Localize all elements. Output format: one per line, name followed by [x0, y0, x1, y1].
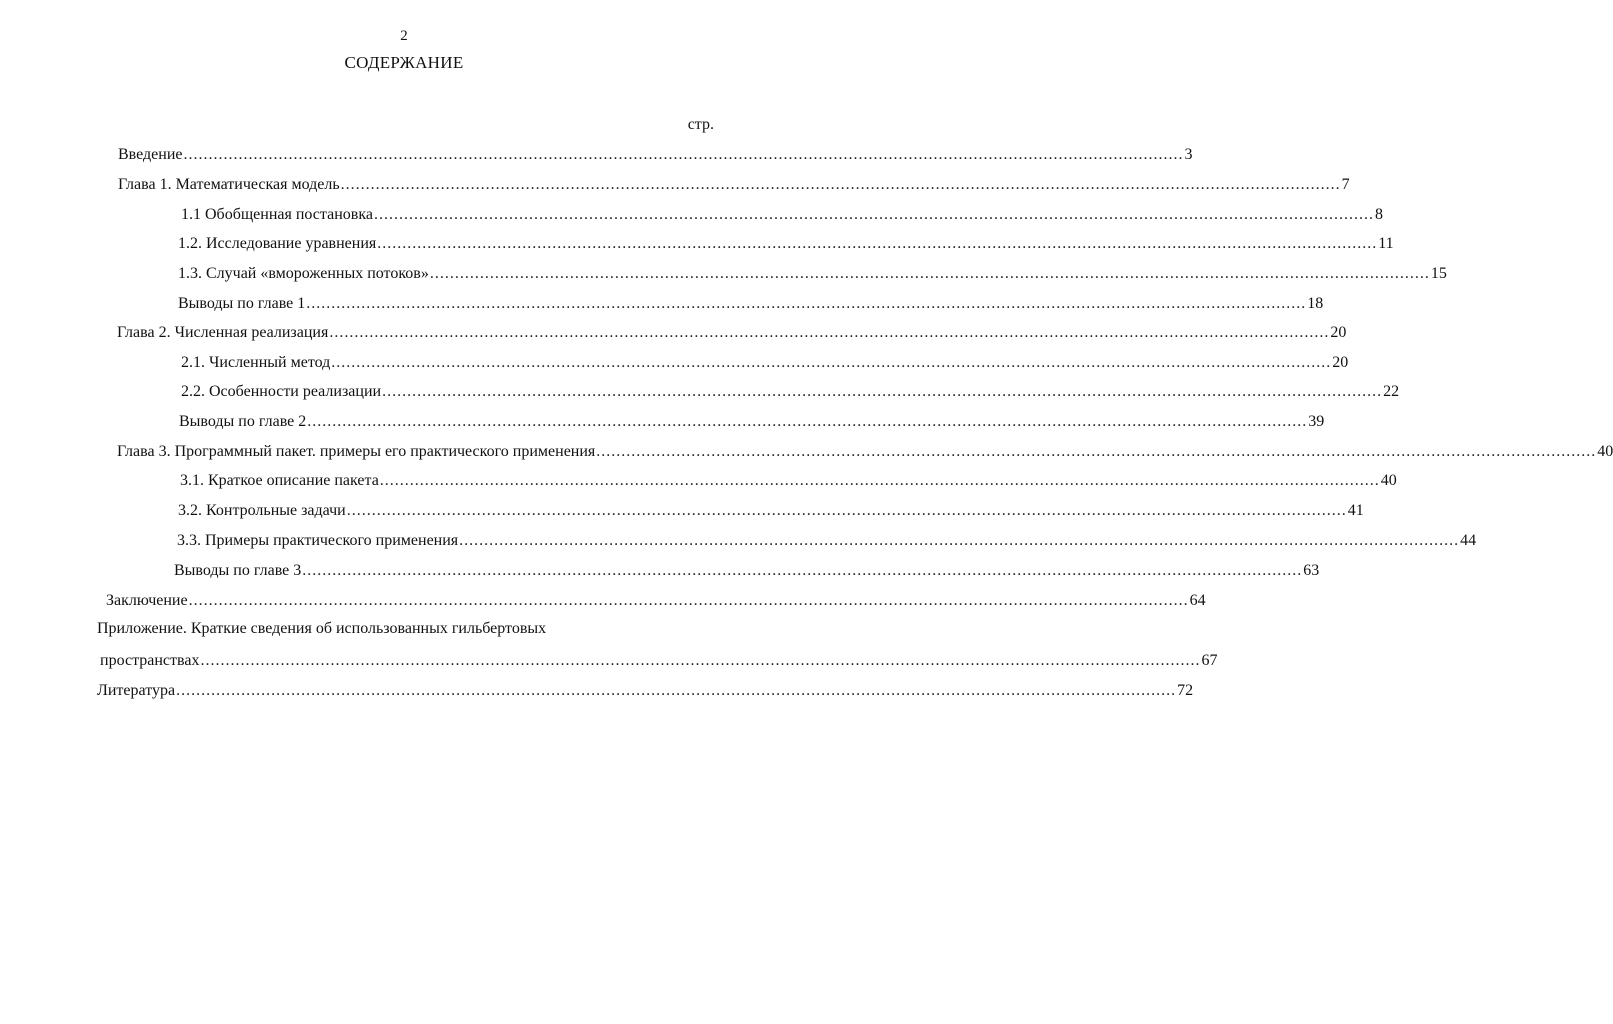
toc-leader-dots: ........................................................................................................................................................................................................ — [183, 146, 1184, 163]
toc-leader-dots: ........................................................................................................................................................................................................ — [306, 295, 1307, 312]
toc-entry-page: 64 — [1189, 592, 1206, 609]
toc-leader-dots: ........................................................................................................................................................................................................ — [377, 235, 1378, 252]
toc-leader-dots: ........................................................................................................................................................................................................ — [459, 532, 1460, 549]
toc-entry-section-1-2[interactable] — [178, 232, 1394, 254]
toc-entry-section-1-1[interactable] — [181, 203, 1383, 225]
toc-entry-page: 39 — [1308, 413, 1325, 430]
toc-entry-page: 41 — [1347, 502, 1364, 519]
toc-entry-page: 3 — [1184, 146, 1193, 163]
toc-entry-page: 40 — [1597, 443, 1613, 460]
toc-entry-appendix-first-line[interactable]: Приложение. Краткие сведения об использованных гильбертовых — [97, 620, 547, 637]
toc-entry-section-2-1[interactable] — [181, 351, 1349, 373]
page-title: СОДЕРЖАНИЕ — [344, 53, 464, 72]
toc-entry-conclusions-1[interactable] — [178, 292, 1324, 314]
toc-entry-label: Выводы по главе 2 — [179, 413, 307, 430]
toc-entry-page: 11 — [1378, 235, 1394, 252]
toc-entry-page: 20 — [1330, 324, 1347, 341]
toc-entry-page: 8 — [1374, 206, 1383, 223]
toc-entry-label: Выводы по главе 3 — [174, 562, 302, 579]
toc-entry-section-2-2[interactable] — [181, 380, 1400, 402]
toc-entry-page: 63 — [1303, 562, 1320, 579]
toc-leader-dots: ........................................................................................................................................................................................................ — [596, 443, 1597, 460]
toc-entry-label: 1.3. Случай «вмороженных потоков» — [178, 265, 429, 282]
toc-entry-conclusions-3[interactable] — [174, 559, 1320, 581]
toc-entry-page: 20 — [1332, 354, 1349, 371]
toc-entry-label: Глава 2. Численная реализация — [117, 324, 329, 341]
toc-entry-label: Глава 3. Программный пакет. примеры его практического применения — [117, 443, 596, 460]
toc-entry-page: 15 — [1430, 265, 1447, 282]
toc-entry-introduction[interactable] — [118, 143, 1193, 165]
toc-entry-page: 7 — [1341, 176, 1350, 193]
toc-entry-page: 22 — [1383, 383, 1400, 400]
toc-entry-section-1-3[interactable] — [178, 262, 1447, 284]
toc-leader-dots: ........................................................................................................................................................................................................ — [329, 324, 1330, 341]
page-number: 2 — [400, 28, 408, 44]
toc-leader-dots: ........................................................................................................................................................................................................ — [302, 562, 1303, 579]
toc-entry-label: Выводы по главе 1 — [178, 295, 306, 312]
toc-leader-dots: ........................................................................................................................................................................................................ — [331, 354, 1332, 371]
toc-entry-chapter-3[interactable] — [117, 440, 1613, 462]
toc-entry-page: 18 — [1307, 295, 1324, 312]
toc-entry-label: 2.2. Особенности реализации — [181, 383, 382, 400]
toc-entry-label: 3.3. Примеры практического применения — [177, 532, 459, 549]
toc-entry-page: 44 — [1460, 532, 1477, 549]
toc-leader-dots: ........................................................................................................................................................................................................ — [373, 206, 1374, 223]
toc-entry-label: 3.1. Краткое описание пакета — [180, 472, 379, 489]
toc-entry-label: Литература — [97, 682, 176, 699]
toc-entry-appendix[interactable] — [100, 649, 1218, 671]
toc-entry-section-3-3[interactable] — [177, 529, 1477, 551]
toc-entry-label: Заключение — [106, 592, 188, 609]
toc-leader-dots: ........................................................................................................................................................................................................ — [429, 265, 1430, 282]
toc-leader-dots: ........................................................................................................................................................................................................ — [188, 592, 1189, 609]
toc-leader-dots: ........................................................................................................................................................................................................ — [176, 682, 1177, 699]
toc-entry-label: 3.2. Контрольные задачи — [178, 502, 346, 519]
toc-leader-dots: ........................................................................................................................................................................................................ — [346, 502, 1347, 519]
pages-column-header: стр. — [687, 116, 714, 133]
toc-entry-page: 40 — [1380, 472, 1397, 489]
toc-entry-label: Введение — [118, 146, 183, 163]
toc-entry-page: 72 — [1177, 682, 1194, 699]
toc-leader-dots: ........................................................................................................................................................................................................ — [200, 652, 1201, 669]
toc-entry-chapter-2[interactable] — [117, 321, 1347, 343]
toc-entry-section-3-1[interactable] — [180, 469, 1397, 491]
toc-leader-dots: ........................................................................................................................................................................................................ — [382, 383, 1383, 400]
toc-entry-label: 1.2. Исследование уравнения — [178, 235, 377, 252]
toc-entry-label: 1.1 Обобщенная постановка — [181, 206, 373, 223]
toc-entry-page: 67 — [1201, 652, 1218, 669]
toc-entry-references[interactable] — [97, 679, 1194, 701]
toc-entry-label: Глава 1. Математическая модель — [118, 176, 340, 193]
toc-leader-dots: ........................................................................................................................................................................................................ — [307, 413, 1308, 430]
toc-entry-conclusions-2[interactable] — [179, 410, 1325, 432]
toc-entry-conclusion[interactable] — [106, 589, 1206, 611]
toc-leader-dots: ........................................................................................................................................................................................................ — [379, 472, 1380, 489]
toc-entry-chapter-1[interactable] — [118, 173, 1350, 195]
toc-entry-label: 2.1. Численный метод — [181, 354, 331, 371]
toc-leader-dots: ........................................................................................................................................................................................................ — [340, 176, 1341, 193]
toc-entry-label: пространствах — [100, 652, 200, 669]
toc-entry-section-3-2[interactable] — [178, 499, 1364, 521]
